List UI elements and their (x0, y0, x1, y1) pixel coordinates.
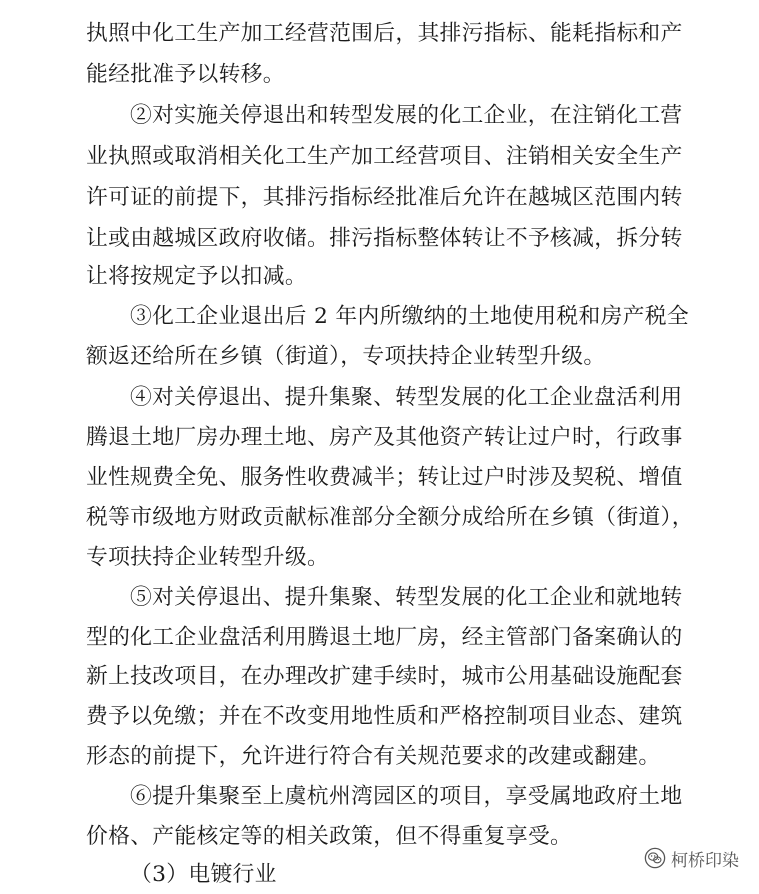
text-line-21: 价格、产能核定等的相关政策，但不得重复享受。 (86, 824, 573, 849)
text-line-11: 腾退土地厂房办理土地、房产及其他资产转让过户时，行政事 (86, 425, 683, 450)
text-line-15: ⑤对关停退出、提升集聚、转型发展的化工企业和就地转 (130, 585, 683, 610)
text-line-16: 型的化工企业盘活利用腾退土地厂房，经主管部门备案确认的 (86, 625, 683, 650)
text-line-9: 额返还给所在乡镇（街道），专项扶持企业转型升级。 (86, 344, 606, 369)
text-line-20: ⑥提升集聚至上虞杭州湾园区的项目，享受属地政府土地 (130, 784, 683, 809)
text-line-17: 新上技改项目，在办理改扩建手续时，城市公用基础设施配套 (86, 664, 683, 689)
text-line-1: 执照中化工生产加工经营范围后，其排污指标、能耗指标和产 (86, 21, 683, 46)
text-line-12: 业性规费全免、服务性收费减半；转让过户时涉及契税、增值 (86, 465, 683, 490)
text-line-19: 形态的前提下，允许进行符合有关规范要求的改建或翻建。 (86, 744, 661, 769)
watermark-text: 柯桥印染 (671, 850, 739, 871)
text-line-7: 让将按规定予以扣减。 (86, 264, 307, 289)
text-line-13: 税等市级地方财政贡献标准部分全额分成给所在乡镇（街道）， (86, 505, 694, 530)
text-line-14: 专项扶持企业转型升级。 (86, 545, 330, 570)
text-line-10: ④对关停退出、提升集聚、转型发展的化工企业盘活利用 (130, 385, 683, 410)
text-line-5: 许可证的前提下，其排污指标经批准后允许在越城区范围内转 (86, 185, 683, 210)
text-line-2: 能经批准予以转移。 (86, 62, 285, 87)
section-heading: （3）电镀行业 (130, 862, 277, 887)
wechat-icon (644, 847, 666, 869)
wechat-watermark (644, 845, 739, 871)
text-line-18: 费予以免缴；并在不改变用地性质和严格控制项目业态、建筑 (86, 704, 683, 729)
text-line-8: ③化工企业退出后 2 年内所缴纳的土地使用税和房产税全 (130, 304, 689, 329)
text-line-4: 业执照或取消相关化工生产加工经营项目、注销相关安全生产 (86, 144, 683, 169)
text-line-6: 让或由越城区政府收储。排污指标整体转让不予核减，拆分转 (86, 226, 683, 251)
text-line-3: ②对实施关停退出和转型发展的化工企业，在注销化工营 (130, 103, 683, 128)
